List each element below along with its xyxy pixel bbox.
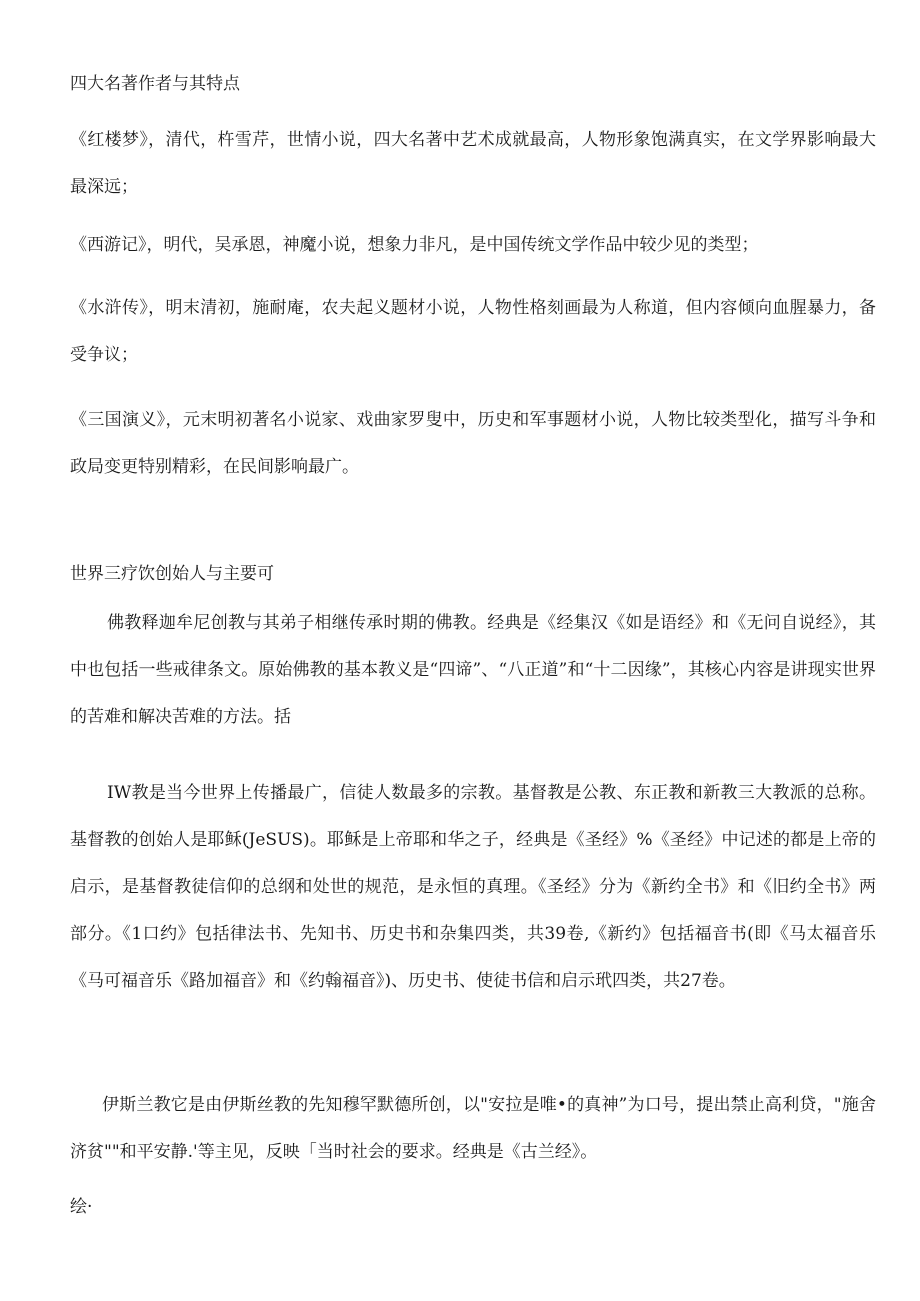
classic-item-xiyouji: 《西游记》，明代，吴承恩，神魔小说，想象力非凡，是中国传统文学作品中较少见的类型； [70, 235, 759, 255]
classic-item-shuihuzhuan: 《水浒传》，明末清初，施耐庵，农夫起义题材小说，人物性格刻画最为人称道，但内容倾向血腥暴力，备受争议； [70, 298, 876, 365]
religion-paragraph-buddhism: 佛教释迦牟尼创教与其弟子相继传承时期的佛教。经典是《经集汉《如是语经》和《无问自说经》，其中也包括一些戒律条文。原始佛教的基本教义是“四谛”、“八正道”和“十二因缘”，其核心内容是讲现实世界的苦难和解决苦难的方法。括 [70, 613, 876, 727]
classic-item-hongloumeng: 《红楼梦》，清代，杵雪芹，世情小说，四大名著中艺术成就最高，人物形象饱满真实，在文学界影响最大最深远； [70, 130, 876, 197]
religion-paragraph-christianity: IW教是当今世界上传播最广，信徒人数最多的宗教。基督教是公教、东正教和新教三大教派的总称。基督教的创始人是耶稣(JeSUS)。耶稣是上帝耶和华之子，经典是《圣经》%《圣经》中记述的都是上帝的启示，是基督教徒信仰的总纲和处世的规范，是永恒的真理。《圣经》分为《新约全书》和《旧约全书》两部分。《1口约》包括律法书、先知书、历史书和杂集四类，共39卷,《新约》包括福音书(即《马太福音乐《马可福音乐《路加福音》和《约翰福音》)、历史书、使徒书信和启示玳四类，共27卷。 [70, 783, 876, 991]
trailing-fragment: 绘· [70, 1197, 93, 1217]
religion-paragraph-islam: 伊斯兰教它是由伊斯丝教的先知穆罕默德所创，以"安拉是唯•的真神”为口号，提出禁止高利贷，"施舍济贫""和平安静.'等主见，反映「当时社会的要求。经典是《古兰经》。 [70, 1095, 876, 1162]
section-title-world-religions: 世界三疗饮创始人与主要可 [70, 564, 274, 584]
section-title-four-classics: 四大名著作者与其特点 [70, 74, 240, 94]
classic-item-sanguoyanyi: 《三国演义》，元末明初著名小说家、戏曲家罗叟中，历史和军事题材小说，人物比较类型化，描写斗争和政局变更特别精彩，在民间影响最广。 [70, 410, 876, 477]
